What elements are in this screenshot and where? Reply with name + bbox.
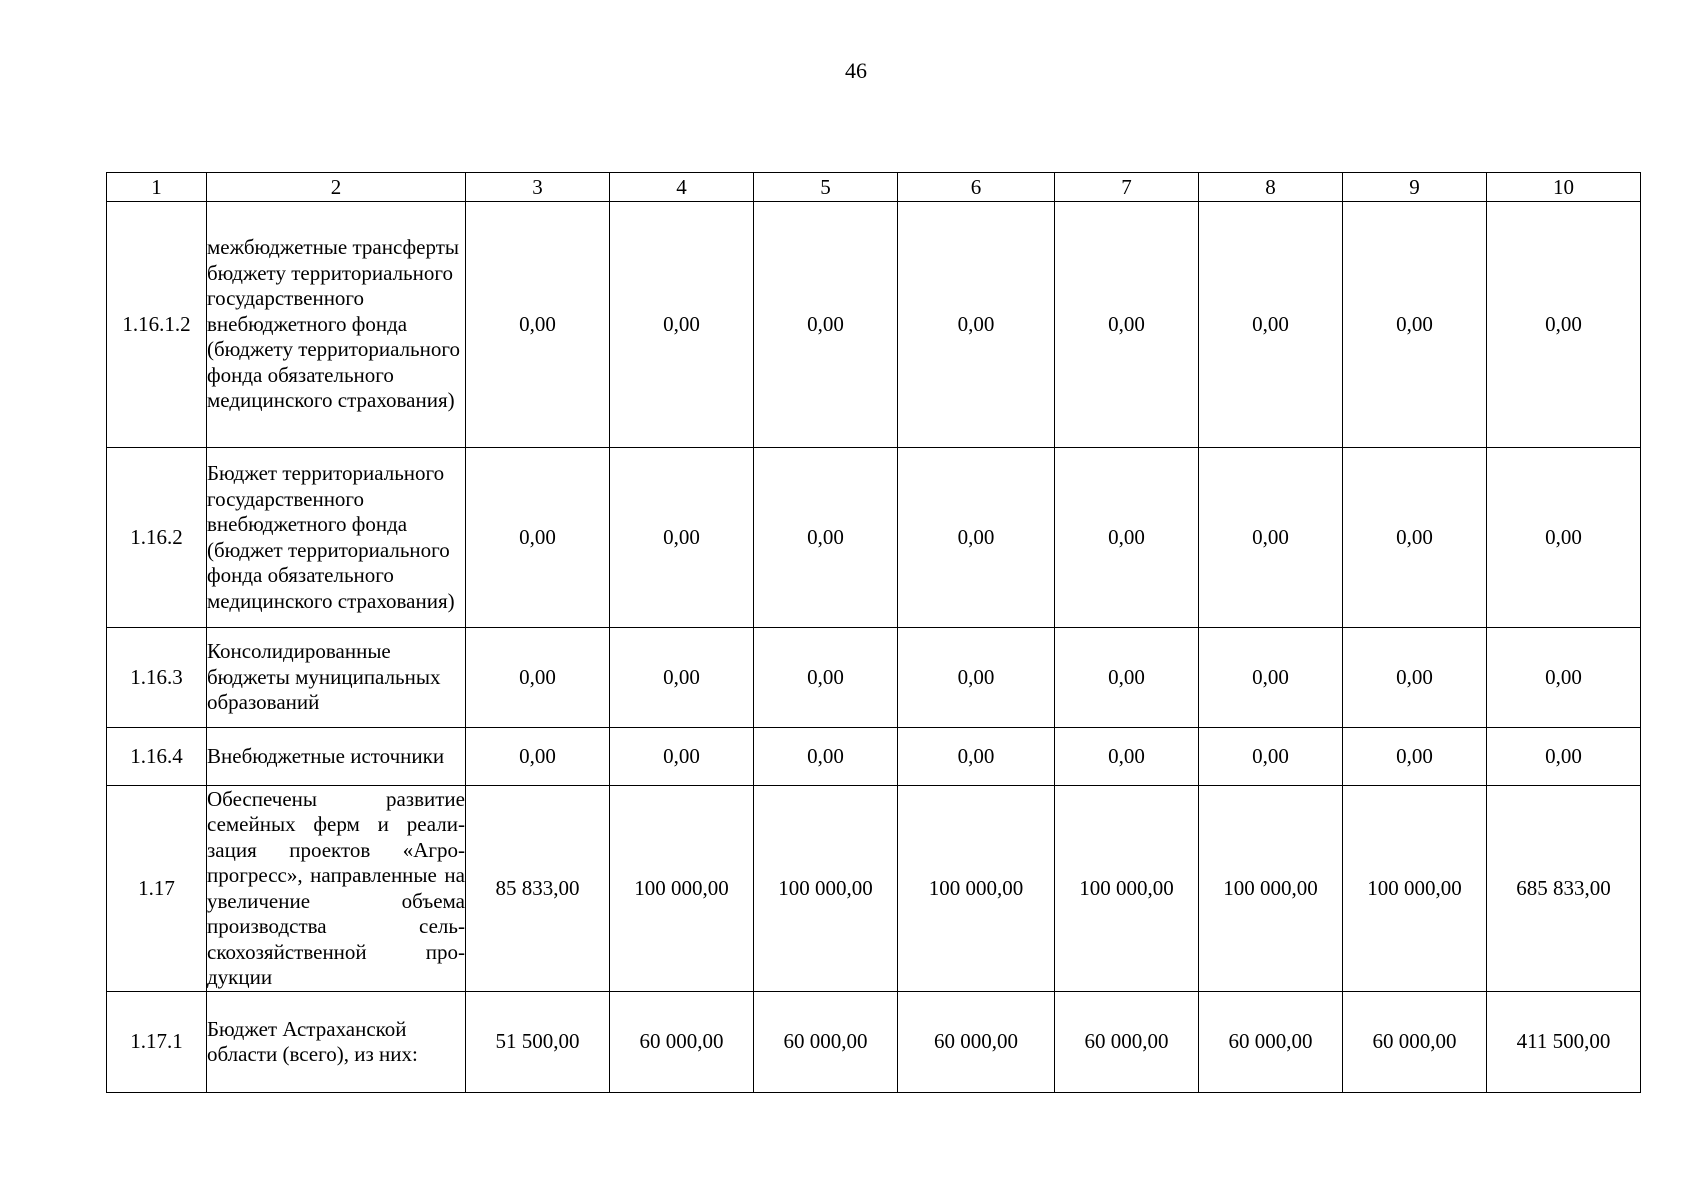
header-col-1: 1 xyxy=(107,173,207,202)
row-total: 411 500,00 xyxy=(1487,992,1641,1093)
row-value: 0,00 xyxy=(1343,628,1487,728)
row-value: 100 000,00 xyxy=(898,786,1055,992)
row-name: Консолидированные бюджеты муниципальных образований xyxy=(207,628,466,728)
row-value: 60 000,00 xyxy=(610,992,754,1093)
row-value: 85 833,00 xyxy=(466,786,610,992)
row-code: 1.16.4 xyxy=(107,728,207,786)
row-value: 100 000,00 xyxy=(1199,786,1343,992)
row-value: 0,00 xyxy=(1055,728,1199,786)
row-value: 0,00 xyxy=(898,728,1055,786)
row-code: 1.17 xyxy=(107,786,207,992)
row-value: 0,00 xyxy=(898,202,1055,448)
table-row xyxy=(107,202,1641,448)
row-value: 0,00 xyxy=(1055,448,1199,628)
row-value: 0,00 xyxy=(466,202,610,448)
row-value: 60 000,00 xyxy=(1055,992,1199,1093)
row-value: 0,00 xyxy=(1199,628,1343,728)
row-value: 100 000,00 xyxy=(754,786,898,992)
row-total: 0,00 xyxy=(1487,202,1641,448)
row-name: Обеспечены развитие семейных ферм и реализация проектов «Агропрогресс», направленные на увеличение объема производства сельскохозяйственной продукции xyxy=(207,786,466,992)
header-col-3: 3 xyxy=(466,173,610,202)
row-value: 0,00 xyxy=(1055,202,1199,448)
row-value: 60 000,00 xyxy=(898,992,1055,1093)
row-value: 0,00 xyxy=(466,628,610,728)
row-value: 0,00 xyxy=(898,448,1055,628)
row-value: 0,00 xyxy=(754,202,898,448)
row-name: Бюджет территориального государственного внебюджетного фонда (бюджет территориального фонда обязательного медицинского страхования) xyxy=(207,448,466,628)
row-total: 0,00 xyxy=(1487,728,1641,786)
table-row xyxy=(107,628,1641,728)
row-value: 0,00 xyxy=(610,628,754,728)
table-row xyxy=(107,786,1641,992)
header-col-10: 10 xyxy=(1487,173,1641,202)
row-value: 0,00 xyxy=(1343,202,1487,448)
row-value: 0,00 xyxy=(754,728,898,786)
row-value: 0,00 xyxy=(754,628,898,728)
row-code: 1.16.3 xyxy=(107,628,207,728)
row-value: 0,00 xyxy=(1199,448,1343,628)
row-name: межбюджетные трансферты бюджету территориального государственного внебюджетного фонда (бюджету территориального фонда обязательного медицинского страхования) xyxy=(207,202,466,448)
row-code: 1.16.1.2 xyxy=(107,202,207,448)
row-total: 685 833,00 xyxy=(1487,786,1641,992)
row-total: 0,00 xyxy=(1487,448,1641,628)
row-value: 0,00 xyxy=(466,448,610,628)
row-value: 0,00 xyxy=(1199,728,1343,786)
header-col-4: 4 xyxy=(610,173,754,202)
row-value: 100 000,00 xyxy=(1343,786,1487,992)
row-value: 0,00 xyxy=(610,728,754,786)
row-value: 0,00 xyxy=(610,448,754,628)
header-row xyxy=(107,173,1641,202)
row-value: 0,00 xyxy=(1343,448,1487,628)
row-value: 0,00 xyxy=(1199,202,1343,448)
row-code: 1.17.1 xyxy=(107,992,207,1093)
budget-table xyxy=(106,172,1641,1093)
header-col-8: 8 xyxy=(1199,173,1343,202)
row-value: 0,00 xyxy=(754,448,898,628)
header-col-2: 2 xyxy=(207,173,466,202)
header-col-5: 5 xyxy=(754,173,898,202)
row-value: 0,00 xyxy=(610,202,754,448)
table-row xyxy=(107,728,1641,786)
row-value: 0,00 xyxy=(466,728,610,786)
header-col-9: 9 xyxy=(1343,173,1487,202)
row-value: 60 000,00 xyxy=(1343,992,1487,1093)
row-value: 60 000,00 xyxy=(754,992,898,1093)
row-code: 1.16.2 xyxy=(107,448,207,628)
row-value: 51 500,00 xyxy=(466,992,610,1093)
row-name: Внебюджетные источники xyxy=(207,728,466,786)
table-row xyxy=(107,992,1641,1093)
row-value: 100 000,00 xyxy=(1055,786,1199,992)
row-total: 0,00 xyxy=(1487,628,1641,728)
table-row xyxy=(107,448,1641,628)
row-value: 0,00 xyxy=(898,628,1055,728)
row-value: 60 000,00 xyxy=(1199,992,1343,1093)
header-col-6: 6 xyxy=(898,173,1055,202)
row-value: 100 000,00 xyxy=(610,786,754,992)
row-value: 0,00 xyxy=(1343,728,1487,786)
header-col-7: 7 xyxy=(1055,173,1199,202)
row-name: Бюджет Астраханской области (всего), из них: xyxy=(207,992,466,1093)
page-number: 46 xyxy=(845,58,867,83)
row-value: 0,00 xyxy=(1055,628,1199,728)
